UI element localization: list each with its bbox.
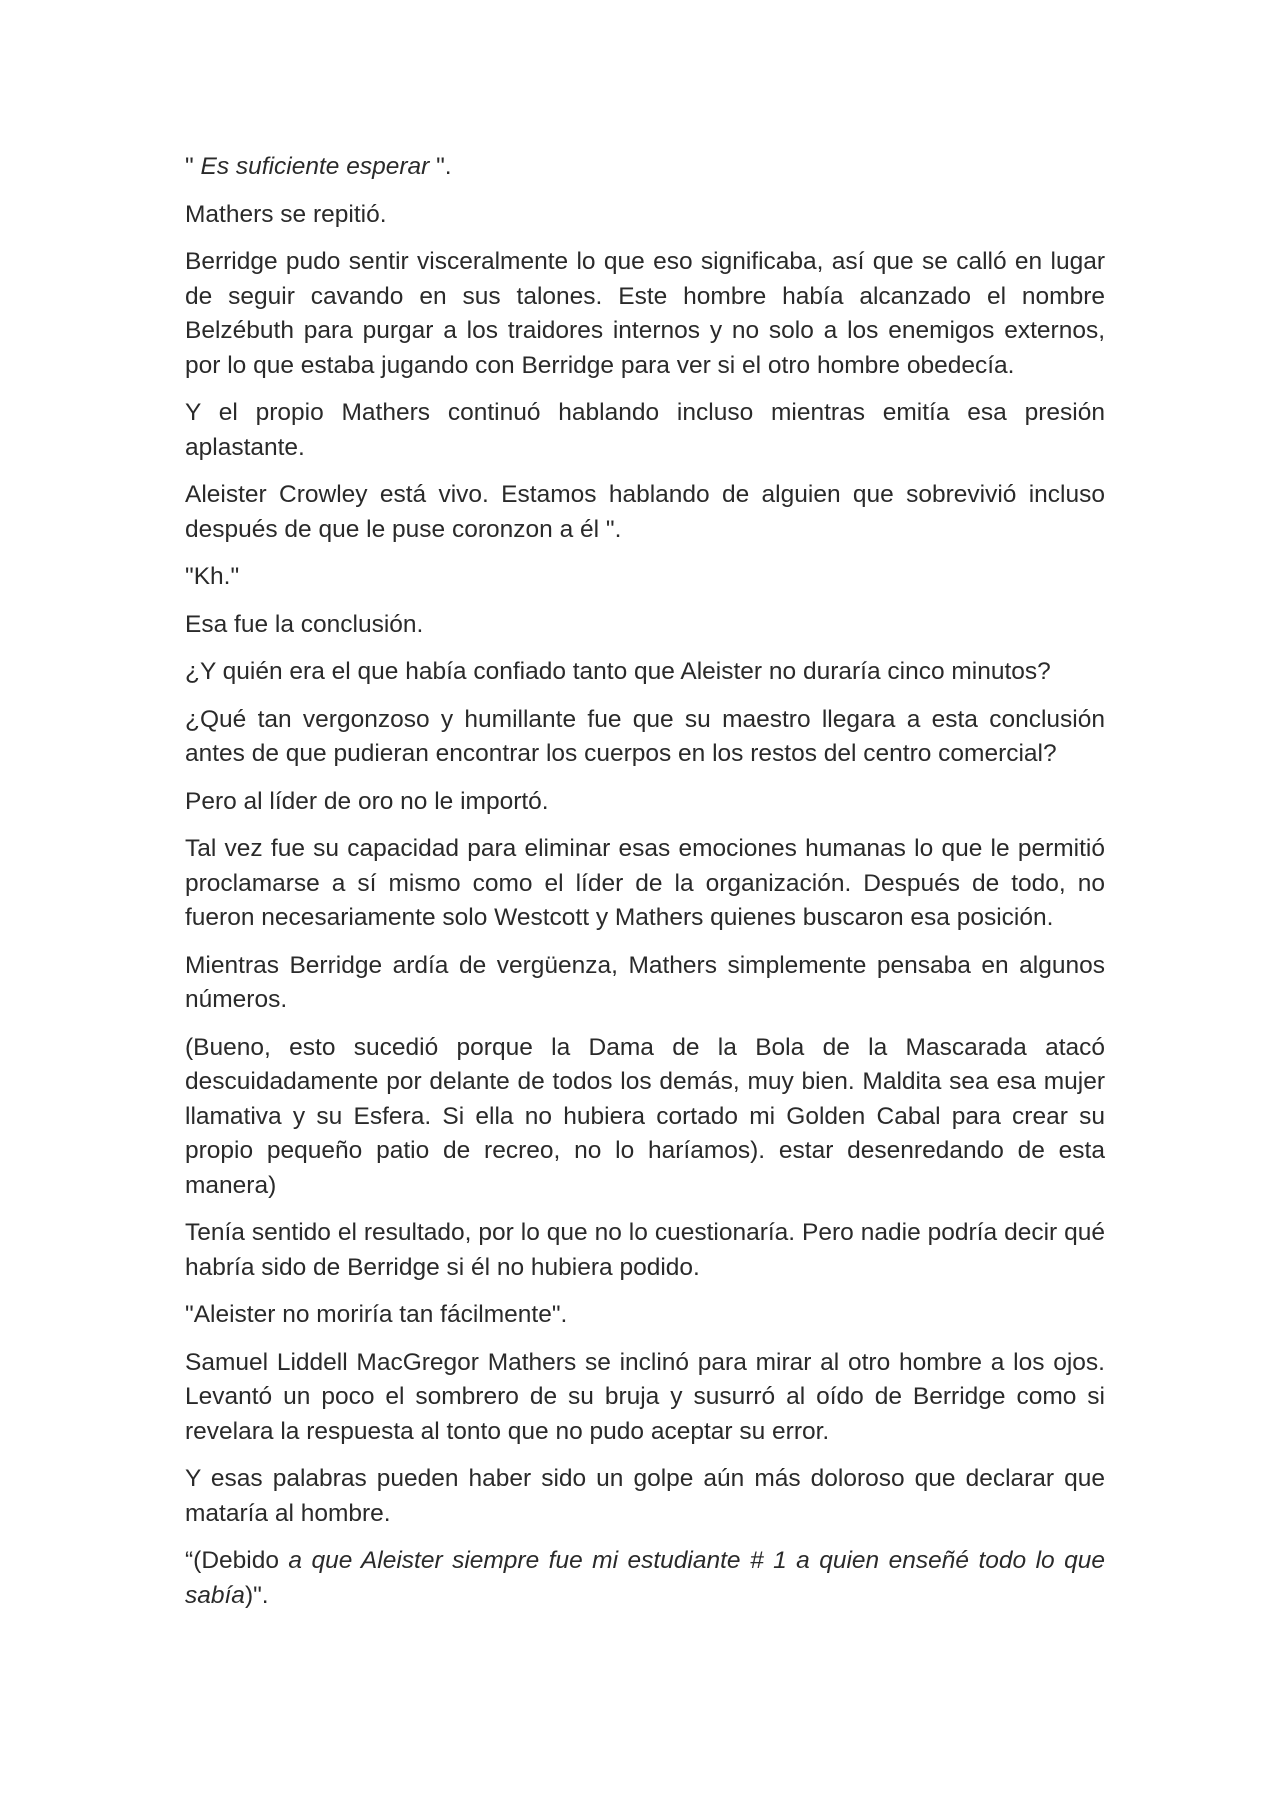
paragraph-7 [185, 608, 1105, 643]
italic-text-segment: a que Aleister siempre fue mi estudiante # 1 a quien enseñé todo lo que sabía [185, 1547, 1106, 1609]
text-segment: Mientras Berridge ardía de vergüenza, Mathers simplemente pensaba en algunos números. [185, 951, 1105, 1013]
paragraph-9 [185, 703, 1105, 772]
text-segment: “(Debido [185, 1547, 289, 1574]
text-segment: (Bueno, esto sucedió porque la Dama de la Bola de la Mascarada atacó descuidadamente por delante de todos los demás, muy bien. Maldita sea esa mujer llamativa y su Esfera. Si ella no hubiera cortado mi Golden Cabal para crear su propio pequeño patio de recreo, no lo haríamos). estar desenredando de esta manera) [185, 1033, 1105, 1199]
paragraph-12 [185, 949, 1105, 1018]
text-segment: Esa fue la conclusión. [185, 610, 424, 638]
paragraph-14 [185, 1216, 1105, 1285]
paragraph-16 [185, 1346, 1105, 1450]
text-segment: ¿Qué tan vergonzoso y humillante fue que su maestro llegara a esta conclusión antes de que pudieran encontrar los cuerpos en los restos del centro comercial? [185, 705, 1105, 767]
text-segment: Y el propio Mathers continuó hablando incluso mientras emitía esa presión aplastante. [185, 399, 1105, 461]
paragraph-5 [185, 478, 1105, 547]
italic-text-segment: Es suficiente esperar [200, 153, 430, 180]
text-segment: Berridge pudo sentir visceralmente lo que eso significaba, así que se calló en lugar de seguir cavando en sus talones. Este hombre había alcanzado el nombre Belzébuth para purgar a los traidores internos y no solo a los enemigos externos, por lo que estaba jugando con Berridge para ver si el otro hombre obedecía. [185, 248, 1105, 379]
document-page [185, 150, 1105, 1626]
paragraph-4 [185, 396, 1105, 465]
text-segment: Pero al líder de oro no le importó. [185, 787, 549, 815]
paragraph-3 [185, 245, 1105, 383]
paragraph-2 [185, 198, 1105, 233]
paragraph-11 [185, 832, 1105, 936]
paragraph-17 [185, 1462, 1105, 1531]
paragraph-13 [185, 1031, 1105, 1204]
text-segment: ¿Y quién era el que había confiado tanto que Aleister no duraría cinco minutos? [185, 658, 1051, 685]
text-segment: Samuel Liddell MacGregor Mathers se inclinó para mirar al otro hombre a los ojos. Levantó un poco el sombrero de su bruja y susurró al oído de Berridge como si revelara la respuesta al tonto que no pudo aceptar su error. [185, 1348, 1105, 1445]
paragraph-1 [185, 150, 1105, 185]
text-segment: Mathers se repitió. [185, 200, 387, 228]
paragraph-10 [185, 785, 1105, 820]
paragraph-6 [185, 560, 1105, 595]
text-segment: Tenía sentido el resultado, por lo que no lo cuestionaría. Pero nadie podría decir qué habría sido de Berridge si él no hubiera podido. [185, 1219, 1105, 1281]
text-segment: Y esas palabras pueden haber sido un golpe aún más doloroso que declarar que mataría al hombre. [185, 1465, 1105, 1527]
paragraph-18 [185, 1544, 1105, 1613]
text-segment: )". [244, 1581, 269, 1609]
text-segment: ". [429, 153, 452, 180]
paragraph-15 [185, 1298, 1105, 1333]
text-segment: "Aleister no moriría tan fácilmente". [185, 1301, 568, 1328]
text-segment: Tal vez fue su capacidad para eliminar esas emociones humanas lo que le permitió proclamarse a sí mismo como el líder de la organización. Después de todo, no fueron necesariamente solo Westcott y Mathers quienes buscaron esa posición. [185, 835, 1105, 931]
text-segment: " [185, 153, 201, 180]
text-segment: "Kh." [185, 563, 240, 590]
paragraph-8 [185, 655, 1105, 690]
text-segment: Aleister Crowley está vivo. Estamos hablando de alguien que sobrevivió incluso después de que le puse coronzon a él ". [185, 481, 1105, 543]
